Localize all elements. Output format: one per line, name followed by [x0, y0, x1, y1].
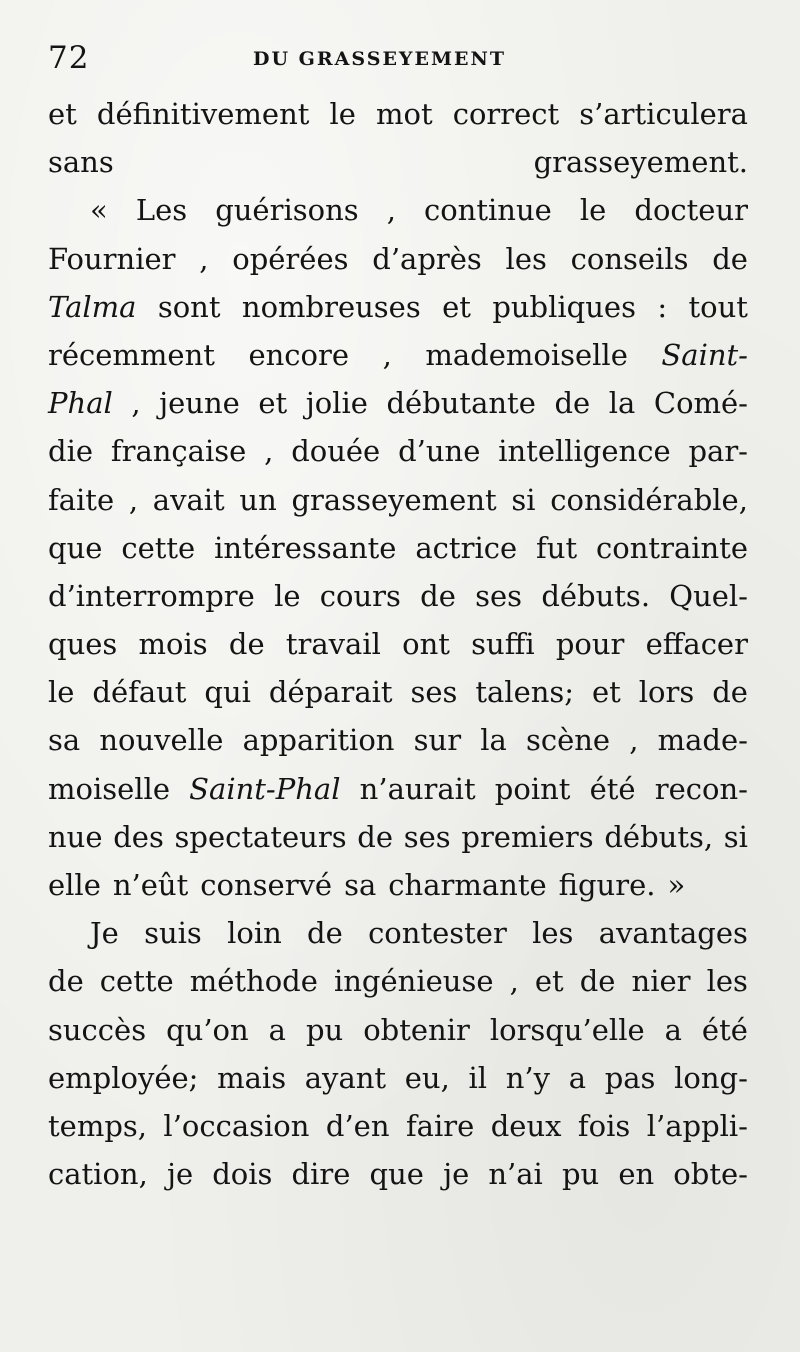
word: considérable, [550, 482, 748, 517]
word: dire [291, 1157, 351, 1192]
page-header [48, 38, 748, 78]
word: effacer [645, 627, 748, 662]
word: avait [152, 482, 225, 517]
word: pu [305, 1012, 344, 1047]
word: contester [368, 916, 507, 951]
word: douée [291, 434, 381, 469]
word: opérées [232, 241, 349, 276]
text-line [48, 90, 748, 138]
word: ingénieuse [333, 964, 494, 999]
word: Talma [48, 289, 137, 324]
word: été [589, 771, 636, 806]
word: jeune [159, 386, 240, 421]
word: ses [403, 819, 451, 854]
word: suis [144, 916, 202, 951]
word: talens; [475, 675, 575, 710]
text-line [48, 620, 748, 668]
text-line [48, 909, 748, 957]
word: spectateurs [174, 819, 347, 854]
word: d’après [372, 241, 482, 276]
word: obte- [673, 1157, 748, 1192]
word: débuts. [541, 578, 651, 613]
word: recon- [654, 771, 748, 806]
text-line [48, 716, 748, 764]
text-line [48, 1054, 748, 1102]
text-line [48, 235, 748, 283]
text-line [48, 861, 748, 909]
word: publiques [492, 289, 636, 324]
word: débutante [386, 386, 536, 421]
word: de [228, 627, 265, 662]
word: il [468, 1060, 488, 1095]
word: d’interrompre [48, 578, 255, 613]
word: guérisons [215, 193, 359, 228]
word: s’articulera [579, 97, 748, 131]
body-text [48, 90, 748, 1198]
word: avantages [598, 916, 748, 951]
word: elle [48, 868, 101, 902]
text-line [48, 283, 748, 331]
word: ses [410, 675, 458, 710]
word: débuts, [604, 819, 714, 854]
text-line [48, 957, 748, 1005]
word: le [274, 578, 301, 613]
text-line [48, 476, 748, 524]
word: ses [475, 578, 523, 613]
word: mot [376, 97, 433, 131]
word: Phal [48, 386, 113, 421]
text-line [48, 813, 748, 861]
word: cette [99, 964, 174, 999]
word: l’appli- [646, 1108, 748, 1143]
word: que [369, 1157, 424, 1192]
word: de [554, 386, 591, 421]
word: ayant [304, 1060, 387, 1095]
text-line [48, 379, 748, 427]
word: pour [555, 627, 625, 662]
word: je [166, 1157, 194, 1192]
word: tout [688, 289, 748, 324]
word: contrainte [596, 530, 748, 565]
word: intelligence [498, 434, 671, 469]
word: Saint- [661, 337, 748, 372]
word: été [701, 1012, 748, 1047]
word: la [480, 723, 507, 758]
word: , [629, 723, 639, 758]
text-line [48, 331, 748, 379]
word: si [723, 819, 748, 854]
word: nombreuses [241, 289, 421, 324]
word: et [48, 97, 77, 131]
word: en [618, 1157, 655, 1192]
word: ques [48, 627, 118, 662]
text-line [48, 668, 748, 716]
word: actrice [415, 530, 518, 565]
word: nier [631, 964, 691, 999]
word: conseils [570, 241, 689, 276]
word: point [494, 771, 571, 806]
text-line [48, 138, 748, 186]
word: les [532, 916, 574, 951]
word: des [113, 819, 164, 854]
word: Je [90, 916, 119, 951]
word: » [667, 868, 686, 902]
text-line [48, 427, 748, 475]
word: déparait [268, 675, 393, 710]
word: de [712, 241, 748, 276]
word: l’occasion [163, 1108, 310, 1143]
word: made- [657, 723, 748, 758]
word: grasseyement [291, 482, 497, 517]
text-line [48, 765, 748, 813]
word: les [706, 964, 748, 999]
word: cation, [48, 1157, 148, 1192]
word: , [382, 337, 392, 372]
word: ont [402, 627, 450, 662]
word: eu, [404, 1060, 450, 1095]
word: n’ai [488, 1157, 543, 1192]
word: docteur [634, 193, 748, 228]
word: un [239, 482, 277, 517]
word: moiselle [48, 771, 170, 806]
word: suffi [471, 627, 535, 662]
text-line [48, 572, 748, 620]
word: sur [413, 723, 462, 758]
word: nue [48, 819, 103, 854]
word: premiers [461, 819, 594, 854]
word: n’y [505, 1060, 551, 1095]
word: encore [248, 337, 350, 372]
word: jolie [305, 386, 368, 421]
word: française [110, 434, 247, 469]
word: succès [48, 1012, 147, 1047]
word: le [48, 675, 75, 710]
word: récemment [48, 337, 215, 372]
word: , [264, 434, 274, 469]
word: d’en [325, 1108, 390, 1143]
word: loin [227, 916, 282, 951]
word: sont [157, 289, 221, 324]
word: cette [121, 530, 196, 565]
page-number: 72 [48, 40, 90, 76]
word: apparition [242, 723, 395, 758]
word: conservé [200, 868, 333, 902]
word: nouvelle [99, 723, 224, 758]
word: Quel- [669, 578, 748, 613]
word: et [258, 386, 288, 421]
text-line [48, 186, 748, 234]
word: méthode [189, 964, 318, 999]
word: , [131, 386, 141, 421]
word: Saint-Phal [189, 771, 341, 806]
word: dois [212, 1157, 273, 1192]
word: défaut [92, 675, 187, 710]
word: définitivement [96, 97, 310, 131]
word: pu [561, 1157, 600, 1192]
word: mois [138, 627, 208, 662]
word: faire [405, 1108, 475, 1143]
word: de [420, 578, 456, 613]
word: lorsqu’elle [489, 1012, 645, 1047]
word: , [386, 193, 396, 228]
word: que [48, 530, 103, 565]
word: qui [204, 675, 251, 710]
word: charmante [388, 868, 547, 902]
word: cours [319, 578, 401, 613]
word: sa [48, 723, 81, 758]
word: lors [638, 675, 695, 710]
word: mademoiselle [425, 337, 628, 372]
word: a [568, 1060, 587, 1095]
word: qu’on [166, 1012, 249, 1047]
word: sa [344, 868, 377, 902]
word: , [509, 964, 519, 999]
word: fut [536, 530, 578, 565]
word: Comé- [653, 386, 748, 421]
word: , [128, 482, 139, 517]
text-line [48, 1102, 748, 1150]
word: obtenir [363, 1012, 470, 1047]
word: les [505, 241, 547, 276]
word: et [592, 675, 621, 710]
word: long- [674, 1060, 748, 1095]
word: de [307, 916, 343, 951]
word: la [608, 386, 636, 421]
word: employée; [48, 1060, 199, 1095]
word: de [712, 675, 748, 710]
word: et [534, 964, 564, 999]
word: le [329, 97, 356, 131]
word: par- [688, 434, 748, 469]
word: intéressante [214, 530, 397, 565]
word: je [443, 1157, 470, 1192]
word: n’eût [112, 868, 189, 902]
word: travail [285, 627, 381, 662]
word: Fournier [48, 241, 176, 276]
word: die [48, 434, 94, 469]
word: fois [577, 1108, 631, 1143]
running-head: DU GRASSEYEMENT [253, 48, 506, 70]
text-line [48, 524, 748, 572]
word: Les [135, 193, 188, 228]
word: de [579, 964, 616, 999]
word: d’une [398, 434, 481, 469]
text-line [48, 1006, 748, 1054]
word: si [511, 482, 536, 517]
word: : [657, 289, 668, 324]
word: de [48, 964, 84, 999]
word: continue [423, 193, 552, 228]
word: mais [217, 1060, 287, 1095]
word: pas [604, 1060, 656, 1095]
word: « [90, 193, 108, 228]
word: a [268, 1012, 286, 1047]
word: de [357, 819, 394, 854]
word: correct [452, 97, 560, 131]
word: faite [48, 482, 115, 517]
word: le [579, 193, 607, 228]
word: temps, [48, 1108, 147, 1143]
word: , [199, 241, 209, 276]
word: scène [525, 723, 611, 758]
word: deux [490, 1108, 562, 1143]
word: et [442, 289, 471, 324]
word: sans [48, 145, 114, 180]
word: figure. [558, 868, 656, 902]
word: grasseyement. [533, 145, 748, 180]
text-line [48, 1150, 748, 1198]
word: n’aurait [359, 771, 476, 806]
word: a [664, 1012, 682, 1047]
